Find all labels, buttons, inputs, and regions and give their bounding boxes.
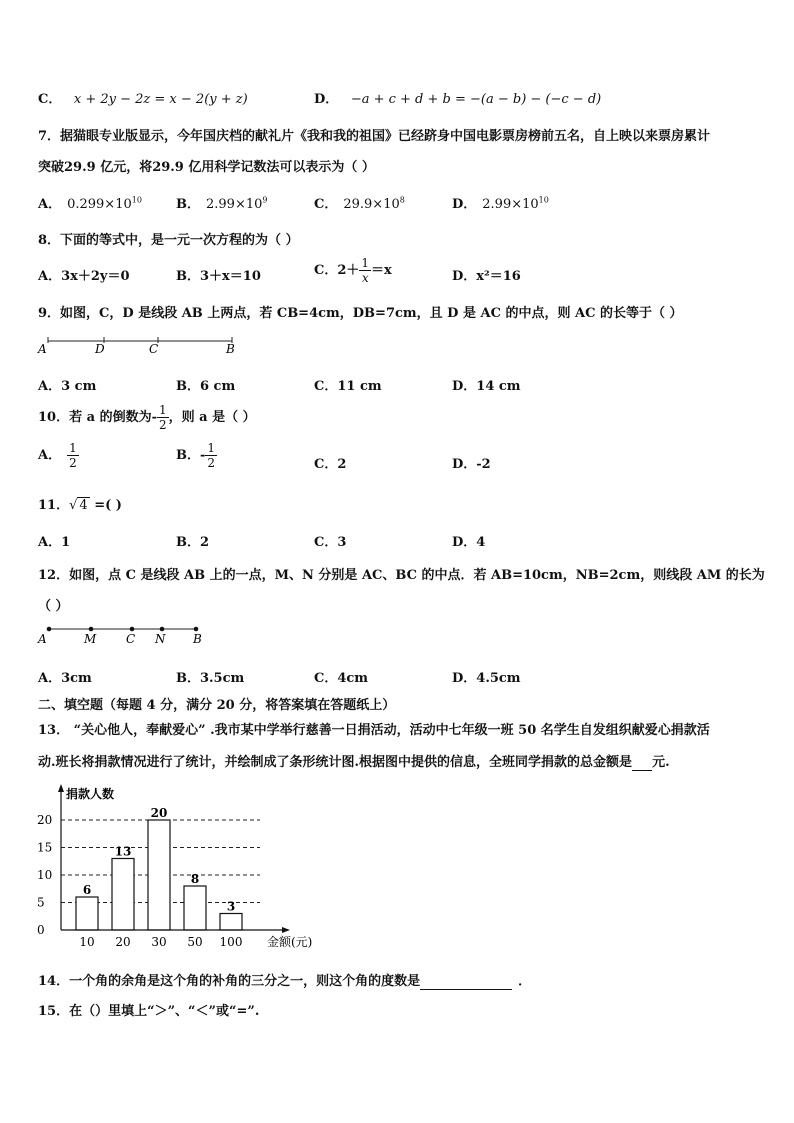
q9-line-diagram	[36, 334, 246, 360]
q12-option-b: B．3.5cm	[176, 671, 245, 686]
q13-line2-post: 元.	[652, 755, 670, 770]
q7-a-exp: 10	[131, 195, 142, 205]
chart-labels	[37, 806, 242, 949]
q6-c-math: x + 2y − 2z = x − 2(y + z)	[73, 92, 248, 107]
x-tick-label: 100	[219, 935, 243, 949]
bar-value-label: 13	[114, 844, 132, 859]
bar	[76, 897, 98, 930]
q10-option-c: C．2	[314, 457, 347, 472]
q8-stem: 8．下面的等式中，是一元一次方程的为（ ）	[38, 233, 299, 248]
y-tick-label: 20	[37, 813, 53, 827]
q7-b-exp: 9	[262, 195, 268, 205]
bar	[148, 820, 170, 930]
q13-answer-blank[interactable]	[632, 755, 652, 771]
bar	[184, 886, 206, 930]
bar-value-label: 8	[190, 872, 200, 886]
x-tick-label: 20	[115, 935, 131, 949]
q12-stem-line1: 12．如图，点 C 是线段 AB 上的一点，M、N 分别是 AC、BC 的中点．若 AB=10cm，NB=2cm，则线段 AM 的长为	[38, 568, 765, 583]
q9-point-c: C	[149, 342, 159, 356]
q8-option-a: A．3x＋2y＝0	[38, 269, 130, 284]
q8-option-c	[314, 256, 392, 285]
y-axis-title: 捐款人数	[66, 787, 115, 801]
q7-d-base: 2.99×10	[482, 197, 539, 212]
bar	[220, 914, 242, 931]
y-axis-arrow	[58, 784, 64, 792]
q10-option-a	[38, 441, 79, 470]
q12-option-d: D．4.5cm	[452, 671, 521, 686]
q10-a-fraction	[67, 441, 79, 470]
q11-number: 11．	[38, 498, 70, 513]
q7-option-a	[38, 193, 142, 212]
q10-b-denominator: 2	[207, 456, 216, 470]
q12-point-c: C	[126, 632, 136, 646]
q14-tail: ．	[518, 974, 532, 989]
q13-line2-pre: 动.班长将捐款情况进行了统计，并绘制成了条形统计图.根据图中提供的信息，全班同学捐款的总金额是	[38, 755, 633, 770]
bar-value-label: 3	[226, 899, 236, 914]
q13-bar-chart	[30, 782, 330, 954]
q6-option-c	[38, 88, 248, 107]
y-tick-label: 15	[37, 840, 53, 855]
x-tick-label: 10	[79, 935, 95, 949]
q10-stem-pre: 10．若 a 的倒数为-	[38, 410, 157, 425]
y-tick-label: 0	[37, 923, 45, 937]
q7-stem-line2: 突破29.9 亿元，将29.9 亿用科学记数法可以表示为（ ）	[38, 160, 375, 175]
q10-b-label: B．-	[176, 448, 206, 463]
q11-option-a: A．1	[38, 535, 71, 550]
q7-c-label: C．	[314, 197, 338, 212]
q14-stem-text: 14．一个角的余角是这个角的补角的三分之一，则这个角的度数是	[38, 974, 421, 989]
q12-point-b: B	[193, 632, 202, 646]
q7-b-base: 2.99×10	[206, 197, 263, 212]
q8-c-post: ＝x	[371, 263, 392, 278]
q15-stem: 15．在（）里填上“＞”、“＜”或“=”.	[38, 1004, 260, 1019]
q13-stem-line1: 13． “关心他人，奉献爱心” .我市某中学举行慈善一日捐活动，活动中七年级一班 50 名学生自发组织献爱心捐款活	[38, 723, 710, 738]
q12-point-n: N	[155, 632, 166, 646]
q9-option-b: B．6 cm	[176, 379, 236, 394]
q12-option-a: A．3cm	[38, 671, 92, 686]
q8-c-fraction	[359, 256, 371, 285]
q8-option-b: B．3＋x＝10	[176, 269, 261, 284]
q13-stem-line2	[38, 751, 670, 771]
q10-fraction	[157, 403, 169, 432]
q11-option-b: B．2	[176, 535, 210, 550]
bar	[112, 859, 134, 931]
q7-option-c	[314, 193, 405, 212]
q7-a-label: A．	[38, 197, 62, 212]
q10-numerator: 1	[158, 403, 167, 417]
q12-line-diagram	[36, 622, 216, 648]
q10-denominator: 2	[158, 418, 167, 432]
q8-c-denominator: x	[361, 271, 369, 285]
q12-dot-n	[160, 627, 165, 632]
q9-option-d: D．14 cm	[452, 379, 521, 394]
q12-dot-m	[89, 627, 94, 632]
x-tick-label: 50	[187, 935, 203, 949]
x-tick-label: 30	[151, 935, 167, 949]
q6-c-label: C．	[38, 92, 62, 107]
q12-point-m: M	[84, 632, 97, 646]
q7-d-exp: 10	[538, 195, 549, 205]
q7-d-label: D．	[452, 197, 477, 212]
q7-option-d	[452, 193, 549, 212]
q8-option-d: D．x²＝16	[452, 269, 521, 284]
q8-c-pre: C．2＋	[314, 263, 360, 278]
q12-dot-c	[130, 627, 135, 632]
q12-option-c: C．4cm	[314, 671, 369, 686]
q12-dot-a	[47, 627, 52, 632]
q11-radicand: 4	[79, 498, 88, 513]
q14-answer-blank[interactable]	[420, 974, 512, 990]
q7-option-b	[176, 193, 267, 212]
q8-c-numerator: 1	[361, 256, 370, 270]
q10-b-fraction	[205, 441, 217, 470]
sqrt-sign: √	[69, 498, 78, 513]
q10-a-numerator: 1	[69, 441, 77, 455]
q6-option-d	[314, 88, 601, 107]
q14-stem	[38, 970, 531, 990]
x-axis-arrow	[282, 927, 290, 933]
q7-c-exp: 8	[399, 195, 405, 205]
q9-option-a: A．3 cm	[38, 379, 97, 394]
y-tick-label: 5	[37, 895, 45, 910]
q9-stem: 9．如图，C，D 是线段 AB 上两点，若 CB=4cm，DB=7cm，且 D 是 AC 的中点，则 AC 的长等于（ ）	[38, 306, 683, 321]
q12-point-a: A	[38, 632, 47, 646]
section-heading-fill-in: 二、填空题（每题 4 分，满分 20 分，将答案填在答题纸上）	[38, 698, 396, 713]
q9-point-a: A	[38, 342, 47, 356]
q12-stem-line2: （ ）	[38, 599, 69, 614]
q10-a-label: A．	[38, 448, 62, 463]
q10-a-denominator: 2	[69, 456, 77, 470]
q6-d-label: D．	[314, 92, 339, 107]
y-tick-label: 10	[37, 868, 53, 882]
q9-point-d: D	[95, 342, 105, 356]
q11-option-c: C．3	[314, 535, 347, 550]
q7-b-label: B．	[176, 197, 200, 212]
q10-option-b	[176, 441, 217, 470]
q12-dot-b	[194, 627, 199, 632]
q7-stem-line1: 7．据猫眼专业版显示，今年国庆档的献礼片《我和我的祖国》已经跻身中国电影票房榜前五名，自上映以来票房累计	[38, 129, 711, 144]
bar-value-label: 6	[82, 883, 92, 897]
q10-stem	[38, 403, 256, 432]
q9-point-b: B	[226, 342, 235, 356]
q10-b-numerator: 1	[207, 441, 216, 455]
q11-stem	[38, 494, 122, 513]
q7-c-base: 29.9×10	[343, 197, 400, 212]
q11-option-d: D．4	[452, 535, 486, 550]
q9-option-c: C．11 cm	[314, 379, 382, 394]
bar-value-label: 20	[150, 806, 168, 820]
q10-option-d: D．-2	[452, 457, 491, 472]
q7-a-base: 0.299×10	[67, 197, 132, 212]
q10-stem-post: ，则 a 是（ ）	[168, 410, 256, 425]
q6-d-math: −a + c + d + b = −(a − b) − (−c − d)	[350, 92, 602, 107]
q11-tail: =( )	[89, 498, 122, 513]
x-axis-title: 金额(元)	[267, 935, 313, 949]
